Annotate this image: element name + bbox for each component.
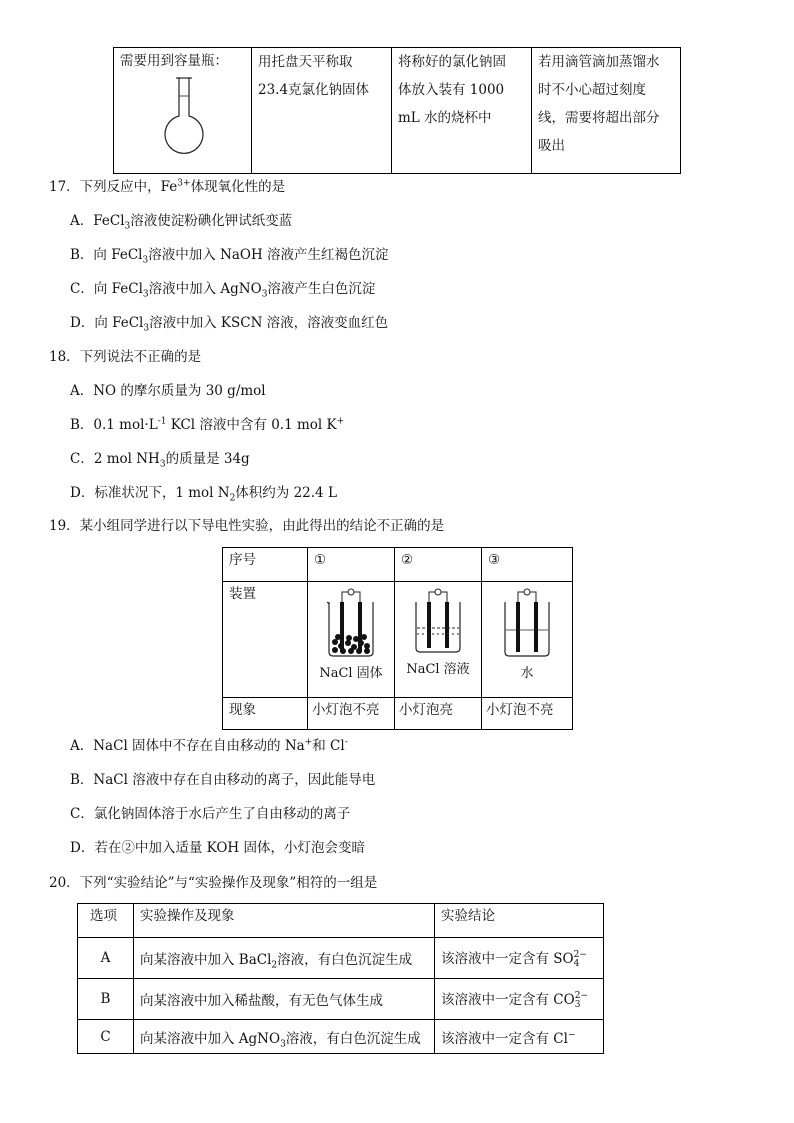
q17-option-b: B．向 FeCl$_3$溶液中加入 NaOH 溶液产生红褐色沉淀: [70, 247, 389, 266]
q16-cell-3-line: mL 水的烧杯中: [398, 110, 492, 126]
beaker-solid-nacl-icon: [321, 588, 381, 658]
q16-cell-2-line: 用托盘天平称取: [258, 54, 353, 70]
q20-table: [77, 903, 604, 1054]
q18-option-c: C．2 mol $NH_3$的质量是 34g: [70, 451, 250, 470]
q16-cell-3-line: 将称好的氯化钠固: [398, 54, 506, 70]
q16-cell-3-line: 体放入装有 1000: [398, 82, 505, 98]
q18-stem: 18．下列说法不正确的是: [49, 349, 202, 365]
beaker-water-icon: [497, 588, 557, 658]
q16-cell-4: [532, 48, 681, 174]
q19-experiment-table: [222, 547, 573, 730]
q19-header-2: ②: [401, 552, 414, 568]
q19-label-1: NaCl 固体: [319, 666, 383, 681]
q19-obs-2: 小灯泡亮: [399, 702, 453, 718]
q19-stem: 19．某小组同学进行以下导电性实验，由此得出的结论不正确的是: [49, 518, 445, 534]
q17-option-a: A．FeCl$_3$溶液使淀粉碘化钾试纸变蓝: [70, 213, 293, 232]
table-row: [78, 979, 604, 1020]
q18-option-d: D．标准状况下，1 mol $N_2$体积约为 22.4 L: [70, 485, 337, 504]
q20-row-option: B: [100, 991, 111, 1007]
q17-option-d: D．向 FeCl$_3$溶液中加入 KSCN 溶液，溶液变血红色: [70, 315, 389, 334]
q19-obs-3: 小灯泡不亮: [486, 702, 554, 718]
q16-cell-3: [392, 48, 532, 174]
q19-obs-1: 小灯泡不亮: [312, 702, 380, 718]
q16-cell-2: [252, 48, 392, 174]
q20-row-conclusion: 该溶液中一定含有 SO 2− 4: [441, 949, 587, 969]
table-row: [78, 938, 604, 979]
q18-option-b: B．0.1 $mol\cdot L^{-1}$ KCl 溶液中含有 0.1 mol K+: [70, 416, 345, 433]
q19-header-3: ③: [488, 552, 501, 568]
q20-row-option: A: [100, 950, 111, 966]
q19-option-d: D．若在②中加入适量 KOH 固体，小灯泡会变暗: [70, 840, 365, 856]
q20-row-operation: 向某溶液中加入 AgNO$_3$溶液，有白色沉淀生成: [140, 1030, 421, 1050]
q16-cell-1-text: 需要用到容量瓶：: [120, 53, 228, 69]
q20-stem: 20．下列“实验结论”与“实验操作及现象”相符的一组是: [49, 875, 378, 891]
q18-option-a: A．NO 的摩尔质量为 30 g/mol: [70, 383, 266, 399]
q19-label-3: 水: [520, 666, 534, 681]
beaker-nacl-solution-icon: [408, 588, 468, 654]
q16-cell-4-line: 若用滴管滴加蒸馏水: [538, 54, 660, 70]
q16-cell-4-line: 线，需要将超出部分: [538, 110, 660, 126]
q20-row-option: C: [100, 1028, 111, 1045]
volumetric-flask-icon: [154, 74, 214, 154]
q20-row-operation: 向某溶液中加入 BaCl$_2$溶液，有白色沉淀生成: [140, 952, 413, 971]
q20-header-conclusion: 实验结论: [441, 908, 495, 924]
q20-row-conclusion: 该溶液中一定含有 Cl−: [441, 1030, 576, 1047]
q16-options-table: [113, 47, 681, 174]
q20-header-operation: 实验操作及现象: [140, 908, 235, 924]
q19-header-no: 序号: [229, 552, 256, 568]
q20-row-operation: 向某溶液中加入稀盐酸，有无色气体生成: [140, 993, 383, 1009]
q16-cell-1: [114, 48, 252, 174]
q17-option-c: C．向 FeCl$_3$溶液中加入 AgNO$_3$溶液产生白色沉淀: [70, 281, 376, 300]
q16-cell-2-line: 23.4克氯化钠固体: [258, 82, 370, 98]
q16-cell-4-line: 时不小心超过刻度: [538, 82, 646, 98]
q20-row-conclusion: 该溶液中一定含有 CO 2− 3: [441, 990, 588, 1010]
q20-header-option: 选项: [90, 908, 117, 924]
q19-header-1: ①: [314, 552, 327, 568]
q19-option-a: A．NaCl 固体中不存在自由移动的 Na+和 Cl-: [70, 737, 348, 754]
q19-option-b: B．NaCl 溶液中存在自由移动的离子，因此能导电: [70, 772, 376, 788]
q19-row-apparatus-label: 装置: [229, 586, 256, 602]
q19-label-2: NaCl 溶液: [406, 662, 470, 677]
q16-cell-4-line: 吸出: [538, 138, 565, 154]
table-row: [78, 1020, 604, 1054]
q17-stem: 17．下列反应中，$Fe^{3+}$体现氧化性的是: [49, 178, 286, 195]
q19-row-phenomenon-label: 现象: [229, 702, 256, 718]
q19-option-c: C．氯化钠固体溶于水后产生了自由移动的离子: [70, 806, 351, 822]
